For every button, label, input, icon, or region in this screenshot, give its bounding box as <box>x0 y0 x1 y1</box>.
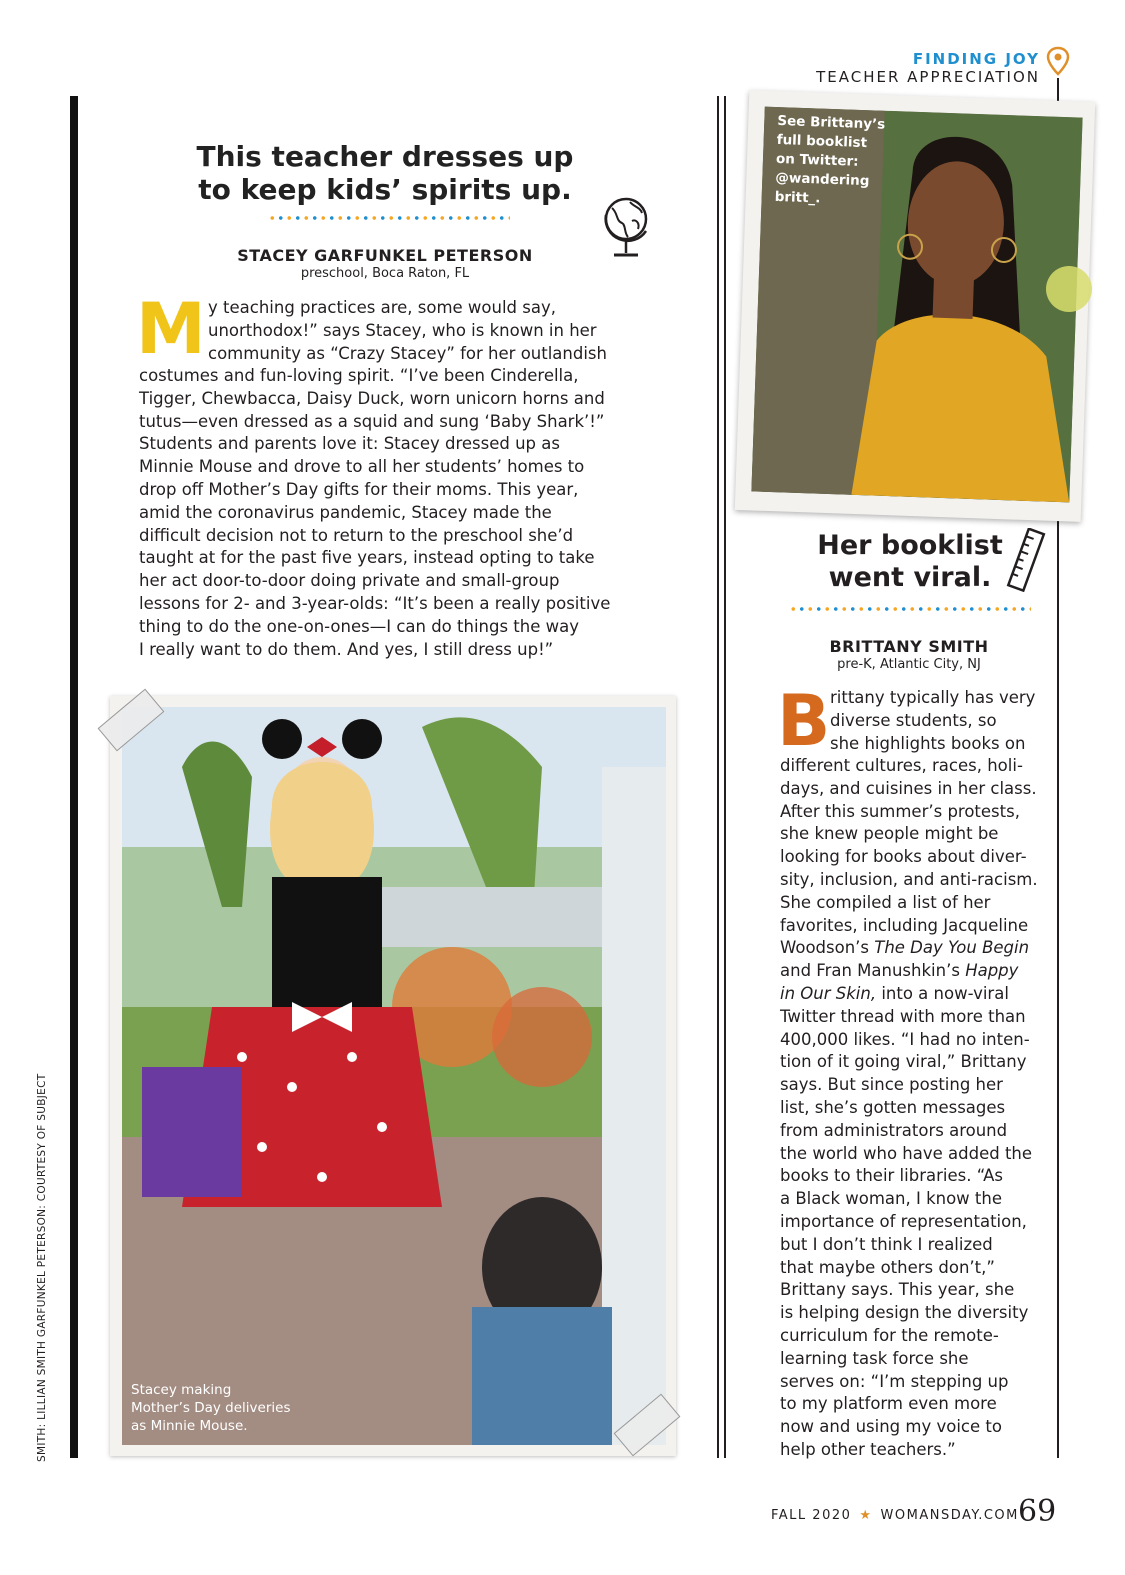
body-text: into a now-viral Twitter thread with more than 400,000 likes. “I had no inten- tion of it going viral,” Brittany says. But since posting her list, she’s gotten messages from administrators around the world who have added the books to their libraries. “As a Black woman, I know the importance of representation, but I don’t think I realized that maybe others don’t,” Brittany says. This year, she is helping design the diversity curriculum for the remote- learning task force she serves on: “I’m stepping up to my platform even more now and using my voice to help other teachers.” <box>780 983 1033 1459</box>
dotted-divider <box>268 215 510 221</box>
stacey-minnie-photo <box>122 707 666 1445</box>
page-number: 69 <box>1018 1494 1057 1529</box>
column-divider <box>717 96 719 1458</box>
story-location: preschool, Boca Raton, FL <box>300 266 470 281</box>
story-headline: Her booklist went viral. <box>817 530 1003 593</box>
drop-cap: B <box>777 680 831 762</box>
photo-credit: SMITH: LILLIAN SMITH GARFUNKEL PETERSON: COURTESY OF SUBJECT <box>36 1073 48 1462</box>
drop-cap: M <box>136 288 206 370</box>
story-byline: BRITTANY SMITH <box>829 637 989 656</box>
sticker-decoration <box>1046 266 1092 312</box>
story-body-intro: y teaching practices are, some would say, unorthodox!” says Stacey, who is known in her community as “Crazy Stacey” for her outlandish <box>208 298 607 363</box>
section-kicker: FINDING JOY <box>912 50 1040 68</box>
story-body-intro: rittany typically has very diverse students, so she highlights books on <box>830 688 1036 753</box>
map-pin-icon <box>1046 46 1070 76</box>
body-text: different cultures, races, holi- days, and cuisines in her class. After this summer’s protests, she knew people might be looking for books about diver- sity, inclusion, and anti-racism. She compiled a list of her favorites, including Jacqueline Woodson’s <box>780 756 1038 958</box>
issue-date: FALL 2020 <box>771 1508 852 1523</box>
star-icon: ★ <box>859 1508 873 1523</box>
story-body: costumes and fun-loving spirit. “I’ve been Cinderella, Tigger, Chewbacca, Daisy Duck, worn unicorn horns and tutus—even dressed as a squid and sung ‘Baby Shark’!” Students and parents love it: Stacey dressed up as Minnie Mouse and drove to all her students’ homes to drop off Mother’s Day gifts for their moms. This year, amid the coronavirus pandemic, Stacey made the difficult decision not to return to the preschool she’d taught at for the past five years, instead opting to take her act door-to-door doing private and small-group lessons for 2- and 3-year-olds: “It’s been a really positive thing to do the one-on-ones—I can do things the way I really want to do them. And yes, I still dress up!” <box>139 366 611 659</box>
story-body <box>780 755 1055 1462</box>
column-divider <box>724 96 726 1458</box>
right-column-rule <box>1057 520 1059 1458</box>
story-headline: This teacher dresses up to keep kids’ spirits up. <box>196 140 574 206</box>
left-accent-bar <box>70 96 78 1458</box>
ruler-icon <box>1004 528 1050 592</box>
book-title: Happy in Our Skin, <box>780 961 1019 1003</box>
section-title: TEACHER APPRECIATION <box>816 68 1040 86</box>
story-location: pre-K, Atlantic City, NJ <box>837 657 981 672</box>
photo-caption: See Brittany’s full booklist on Twitter: @wandering britt_. <box>774 112 886 207</box>
website: WOMANSDAY.COM <box>880 1508 1019 1523</box>
photo-caption: Stacey making Mother’s Day deliveries as Minnie Mouse. <box>131 1382 291 1434</box>
story-byline: STACEY GARFUNKEL PETERSON <box>237 246 533 265</box>
body-text: and Fran Manushkin’s <box>780 961 960 981</box>
dotted-divider <box>789 606 1031 612</box>
book-title: The Day You Begin <box>874 938 1030 958</box>
page-footer <box>771 1508 1019 1523</box>
